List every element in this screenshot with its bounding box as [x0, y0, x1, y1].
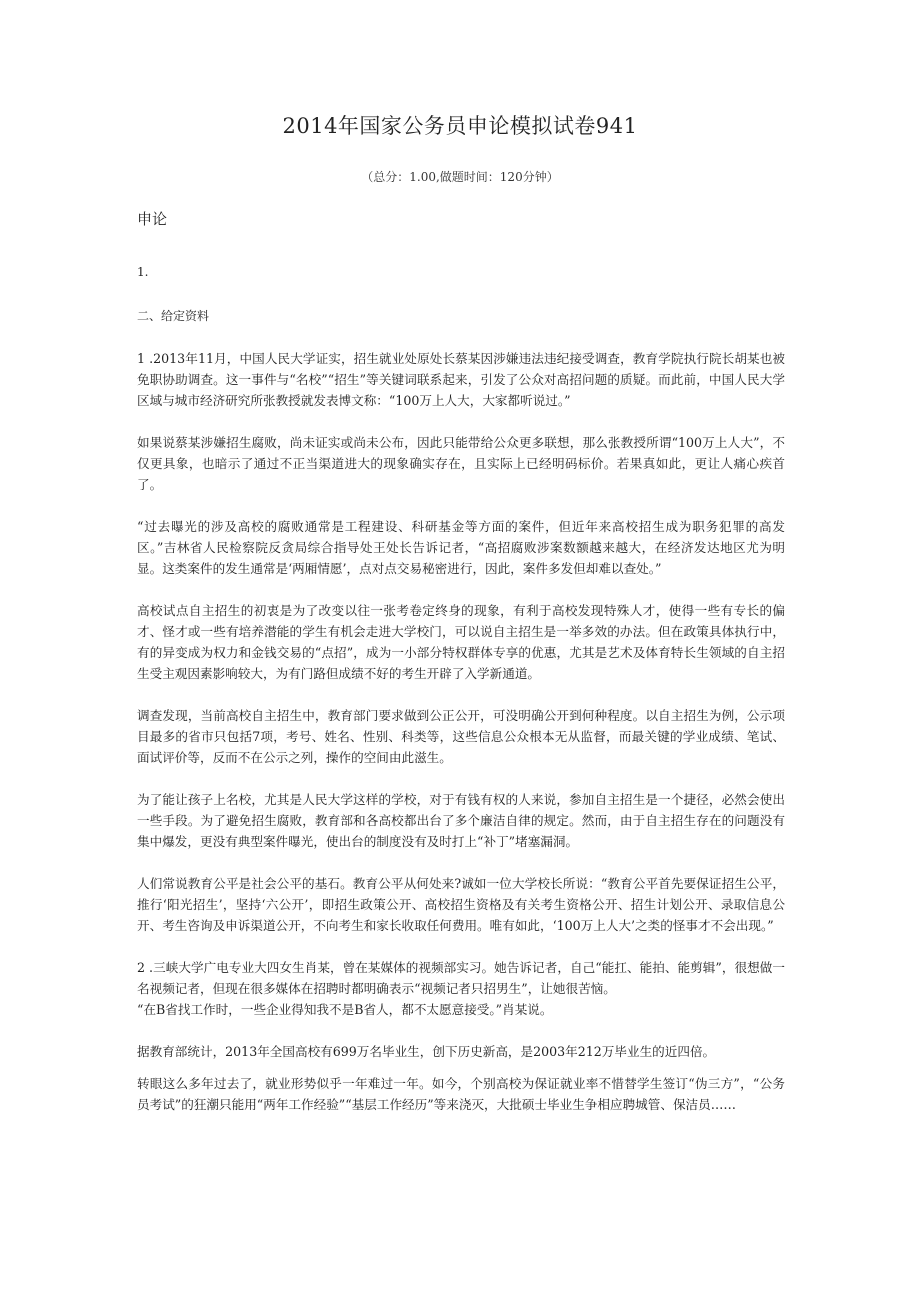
paragraph: “过去曝光的涉及高校的腐败通常是工程建设、科研基金等方面的案件，但近年来高校招生成为职务犯罪的高发区。”吉林省人民检察院反贪局综合指导处王处长告诉记者，“高招腐败涉案数额越来越大，在经济发达地区尤为明显。这类案件的发生通常是‘两厢情愿’，点对点交易秘密进行，因此，案件多发但却难以查处。”	[137, 519, 785, 576]
exam-info: （总分：1.00,做题时间：120分钟）	[361, 170, 559, 184]
paragraph: 据教育部统计，2013年全国高校有699万名毕业生，创下历史新高，是2003年212万毕业生的近四倍。	[137, 1044, 716, 1059]
page-title: 2014年国家公务员申论模拟试卷941	[282, 114, 638, 138]
question-number: 1.	[137, 265, 149, 279]
paragraph: 高校试点自主招生的初衷是为了改变以往一张考卷定终身的现象，有利于高校发现特殊人才，使得一些有专长的偏才、怪才或一些有培养潜能的学生有机会走进大学校门，可以说自主招生是一举多效的办法。但在政策具体执行中，有的异变成为权力和金钱交易的“点招”，成为一小部分特权群体专享的优惠，尤其是艺术及体育特长生领域的自主招生受主观因素影响较大，为有门路但成绩不好的考生开辟了入学新通道。	[137, 603, 785, 681]
paragraph: 1 .2013年11月，中国人民大学证实，招生就业处原处长蔡某因涉嫌违法违纪接受调查，教育学院执行院长胡某也被免职协助调查。这一事件与“名校”“招生”等关键词联系起来，引发了公众对高招问题的质疑。而此前，中国人民大学区域与城市经济研究所张教授就发表博文称：“100万上人大，大家都听说过。”	[137, 351, 785, 408]
paragraph: 为了能让孩子上名校，尤其是人民大学这样的学校，对于有钱有权的人来说，参加自主招生是一个捷径，必然会使出一些手段。为了避免招生腐败，教育部和各高校都出台了多个廉洁自律的规定。然而，由于自主招生存在的问题没有集中爆发，更没有典型案件曝光，使出台的制度没有及时打上“补丁”堵塞漏洞。	[137, 792, 785, 849]
material-content	[137, 348, 785, 1136]
paragraph: “在B省找工作时，一些企业得知我不是B省人，都不太愿意接受。”肖某说。	[137, 1002, 553, 1017]
paragraph: 人们常说教育公平是社会公平的基石。教育公平从何处来?诚如一位大学校长所说：“教育公平首先要保证招生公平，推行‘阳光招生’，坚持‘六公开’，即招生政策公开、高校招生资格及有关考生资格公开、招生计划公开、录取信息公开、考生咨询及申诉渠道公开，不向考生和家长收取任何费用。唯有如此，‘100万上人大’之类的怪事才不会出现。”	[137, 876, 785, 933]
paragraph: 2 .三峡大学广电专业大四女生肖某，曾在某媒体的视频部实习。她告诉记者，自己“能扛、能拍、能剪辑”，很想做一名视频记者，但现在很多媒体在招聘时都明确表示“视频记者只招男生”，让她很苦恼。	[137, 960, 785, 996]
paragraph: 如果说蔡某涉嫌招生腐败，尚未证实或尚未公布，因此只能带给公众更多联想，那么张教授所谓“100万上人大”，不仅更具象，也暗示了通过不正当渠道进大的现象确实存在，且实际上已经明码标价。若果真如此，更让人痛心疾首了。	[137, 435, 785, 492]
paragraph: 调查发现，当前高校自主招生中，教育部门要求做到公正公开，可没明确公开到何种程度。以自主招生为例，公示项目最多的省市只包括7项，考号、姓名、性别、科类等，这些信息公众根本无从监督，而最关键的学业成绩、笔试、面试评价等，反而不在公示之列，操作的空间由此滋生。	[137, 708, 785, 765]
material-heading: 二、给定资料	[137, 309, 210, 323]
paragraph: 转眼这么多年过去了，就业形势似乎一年难过一年。如今，个别高校为保证就业率不惜替学生签订“伪三方”，“公务员考试”的狂潮只能用“两年工作经验”“基层工作经历”等来浇灭，大批硕士毕业生争相应聘城管、保洁员……	[137, 1076, 785, 1112]
section-title: 申论	[137, 210, 168, 228]
